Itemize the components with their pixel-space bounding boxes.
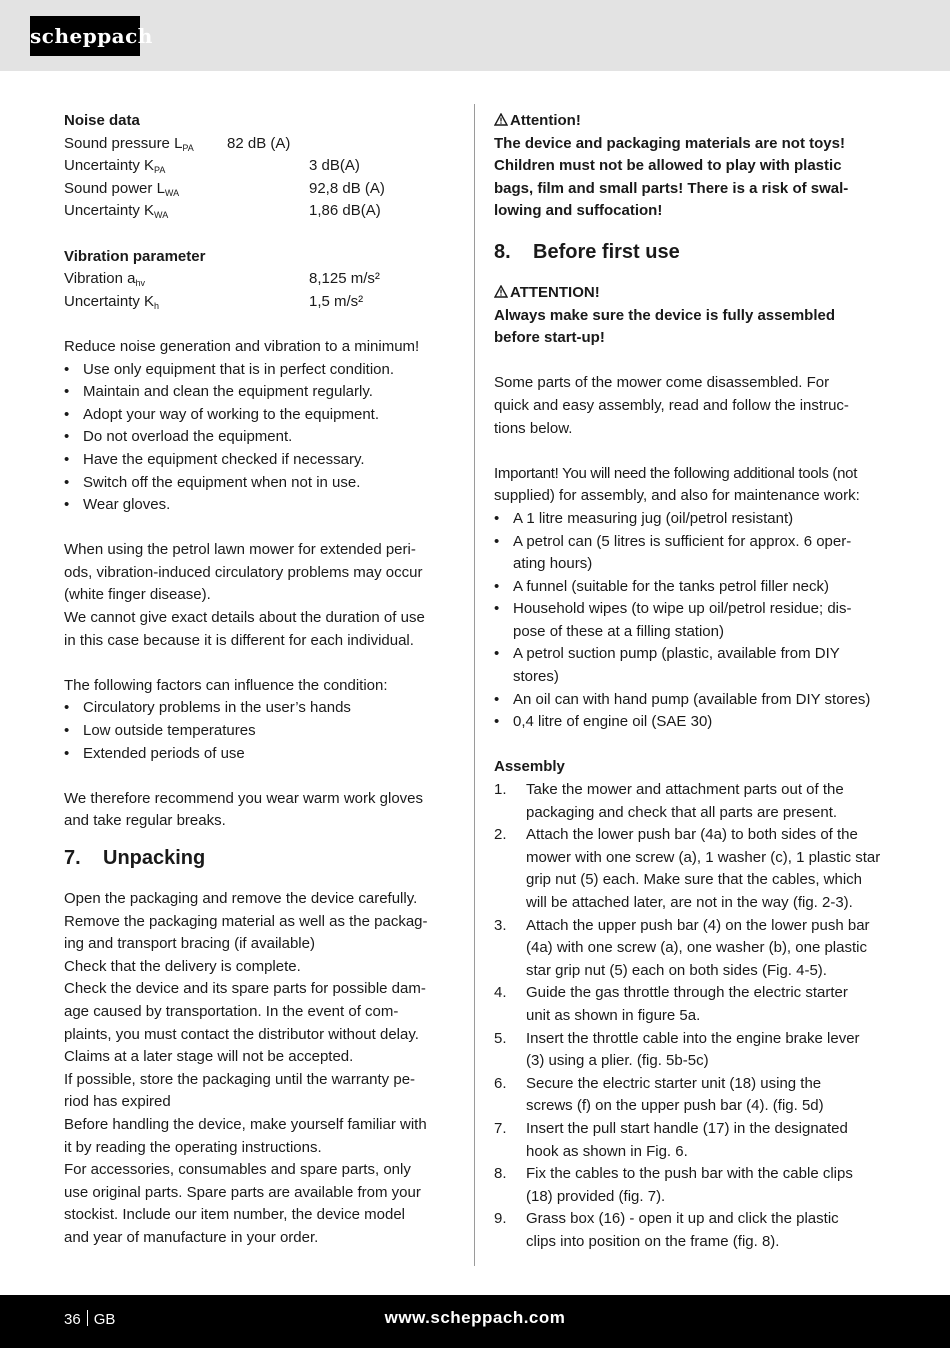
spec-subscript: h [154,300,160,311]
numbered-item: 2. Attach the lower push bar (4a) to both sides of the mower with one screw (a), 1 washer (c), 1 plastic star grip nut (5) each. Make sure that the cables, which will be attached later, are not in the way (fig. 2-3). [494,826,881,911]
section-heading-unpacking [64,843,456,888]
paragraph-line: Check the device and its spare parts for possible dam- [64,980,426,998]
warning-line: before start-up! [494,329,605,347]
item-number: 7. [494,1119,507,1137]
paragraph-line: Check that the delivery is complete. [64,957,301,975]
paragraph-line: and year of manufacture in your order. [64,1228,319,1246]
bullet: • [494,509,500,527]
paragraph-line: use original parts. Spare parts are available from your [64,1183,421,1201]
spec-value: 92,8 dB (A) [309,179,385,197]
noise-data-heading: Noise data [64,112,140,129]
bullet: • [494,645,500,663]
paragraph-line: tions below. [494,419,573,437]
item-number: 1. [494,781,507,799]
paragraph-line: Open the packaging and remove the device carefully. [64,890,418,907]
spec-label: Uncertainty K [64,157,155,175]
bullet: • [494,600,500,618]
bullet: • [64,450,70,468]
list-item: • Use only equipment that is in perfect condition. [64,359,456,382]
paragraph-line: For accessories, consumables and spare parts, only [64,1161,411,1179]
assembly-heading: Assembly [494,758,565,776]
attention-label: Attention! [510,112,581,129]
list-item: • Low outside temperatures [64,720,456,743]
list-item: • A funnel (suitable for the tanks petrol filler neck) [494,576,886,599]
paragraph-line: Some parts of the mower come disassembled. For [494,374,830,392]
page-header [0,0,950,71]
item-number: 5. [494,1029,507,1047]
spec-value: 8,125 m/s² [309,270,380,288]
paragraph-line: Remove the packaging material as well as the packag- [64,912,428,930]
spec-value: 82 dB (A) [227,134,291,152]
item-number: 6. [494,1074,507,1092]
paragraph-line: We cannot give exact details about the duration of use [64,609,425,627]
bullet: • [64,473,70,491]
spec-subscript: WA [154,210,169,221]
paragraph-line: ing and transport bracing (if available) [64,935,315,953]
bullet: • [494,532,500,550]
spec-label: Uncertainty K [64,292,155,310]
factors-intro: The following factors can influence the condition: [64,676,388,694]
list-item: • Have the equipment checked if necessary. [64,449,456,472]
warning-line: The device and packaging materials are not toys! [494,134,845,152]
spec-row [64,178,456,201]
language-code: GB [93,1311,116,1328]
numbered-item: 3. Attach the upper push bar (4) on the lower push bar (4a) with one screw (a), one washer (b), one plastic star grip nut (5) each on both sides (Fig. 4-5). [494,916,870,979]
page-footer [0,1295,950,1348]
item-number: 8. [494,1165,507,1183]
warning-triangle-icon [494,110,510,133]
website-link[interactable]: www.scheppach.com [384,1308,566,1327]
spec-row [64,133,456,156]
numbered-item: 1. Take the mower and attachment parts out of the packaging and check that all parts are present. [494,781,844,821]
spec-subscript: PA [154,165,166,176]
spec-label: Sound pressure L [64,134,183,152]
paragraph-line: We therefore recommend you wear warm work gloves [64,789,424,807]
paragraph-line: in this case because it is different for each individual. [64,631,414,649]
attention-label-row [494,110,886,133]
paragraph-line: Claims at a later stage will not be accepted. [64,1048,354,1066]
item-number: 3. [494,916,507,934]
numbered-item: 9. Grass box (16) - open it up and click the plastic clips into position on the frame (fig. 8). [494,1210,839,1250]
section-number: 8. [494,240,511,263]
spec-value: 3 dB(A) [309,157,360,175]
bullet: • [64,744,70,762]
item-number: 9. [494,1210,507,1228]
bullet: • [494,690,500,708]
list-item: • Do not overload the equipment. [64,426,456,449]
paragraph-line: quick and easy assembly, read and follow the instruc- [494,396,849,414]
paragraph-line: If possible, store the packaging until the warranty pe- [64,1070,416,1088]
list-item: • A petrol suction pump (plastic, available from DIY stores) [494,645,840,686]
numbered-item: 6. Secure the electric starter unit (18) using the screws (f) on the upper push bar (4). (fig. 5d) [494,1074,824,1115]
paragraph-line: it by reading the operating instructions. [64,1138,322,1156]
bullet: • [64,428,70,446]
list-item: • 0,4 litre of engine oil (SAE 30) [494,711,886,734]
list-item: • Household wipes (to wipe up oil/petrol residue; dis- pose of these at a filling station) [494,600,852,640]
paragraph-line: riod has expired [64,1093,171,1111]
bullet: • [64,405,70,423]
list-item: • A petrol can (5 litres is sufficient for approx. 6 oper- ating hours) [494,532,852,573]
left-column [64,110,456,1250]
column-divider [474,104,475,1266]
spec-value: 1,86 dB(A) [309,202,381,220]
paragraph-line: ods, vibration-induced circulatory problems may occur [64,563,423,581]
numbered-item: 5. Insert the throttle cable into the engine brake lever (3) using a plier. (fig. 5b-5c) [494,1029,860,1070]
warning-triangle-icon [494,282,510,305]
list-item: • A 1 litre measuring jug (oil/petrol resistant) [494,508,886,531]
bullet: • [64,496,70,514]
list-item: • Circulatory problems in the user’s hands [64,697,456,720]
section-number: 7. [64,847,81,869]
paragraph-line: plaints, you must contact the distributor without delay. [64,1025,419,1043]
numbered-item: 4. Guide the gas throttle through the electric starter unit as shown in figure 5a. [494,984,848,1024]
paragraph-line: supplied) for assembly, and also for maintenance work: [494,487,860,505]
bullet: • [64,722,70,740]
list-item: • Wear gloves. [64,494,456,517]
spec-subscript: WA [164,187,180,198]
attention-label: ATTENTION! [510,283,600,301]
spec-row [64,291,456,314]
warning-line: bags, film and small parts! There is a risk of swal- [494,179,849,197]
attention-label-row [494,282,886,305]
numbered-item: 7. Insert the pull start handle (17) in the designated hook as shown in Fig. 6. [494,1119,848,1160]
warning-line: Always make sure the device is fully assembled [494,306,836,324]
bullet: • [494,713,500,731]
spec-row [64,155,456,178]
paragraph-line: and take regular breaks. [64,812,226,830]
paragraph-line: When using the petrol lawn mower for extended peri- [64,541,416,559]
page-number: 36 [64,1311,81,1328]
section-title: Before first use [533,240,680,263]
spec-row [64,200,456,223]
spec-label: Sound power L [64,179,165,197]
list-item: • An oil can with hand pump (available from DIY stores) [494,689,886,712]
bullet: • [64,360,70,378]
bullet: • [494,577,500,595]
paragraph-line: stockist. Include our item number, the device model [64,1206,406,1224]
paragraph-line: (white finger disease). [64,586,211,604]
list-item: • Adopt your way of working to the equipment. [64,404,456,427]
warning-line: lowing and suffocation! [494,202,663,220]
bullet: • [64,699,70,717]
spec-label: Uncertainty K [64,202,155,220]
item-number: 2. [494,826,507,844]
warning-line: Children must not be allowed to play with plastic [494,157,842,175]
spec-subscript: hv [135,278,145,289]
list-item: • Switch off the equipment when not in use. [64,472,456,495]
paragraph-line: Important! You will need the following additional tools (not [494,464,858,482]
brand-logo: scheppach [30,16,140,56]
item-number: 4. [494,984,507,1002]
section-title: Unpacking [103,847,206,869]
spec-value: 1,5 m/s² [309,292,364,310]
section-heading-before-first-use [494,237,886,282]
spec-subscript: PA [182,142,194,153]
vibration-heading: Vibration parameter [64,247,206,265]
bullet: • [64,383,70,401]
list-item: • Maintain and clean the equipment regularly. [64,381,456,404]
paragraph-line: Before handling the device, make yourself familiar with [64,1115,427,1133]
reduce-intro: Reduce noise generation and vibration to a minimum! [64,337,420,355]
spec-label: Vibration a [64,270,136,288]
numbered-item: 8. Fix the cables to the push bar with the cable clips (18) provided (fig. 7). [494,1165,853,1205]
right-column [494,110,886,1254]
list-item: • Extended periods of use [64,743,456,766]
paragraph-line: age caused by transportation. In the event of com- [64,1002,399,1020]
spec-row [64,268,456,291]
